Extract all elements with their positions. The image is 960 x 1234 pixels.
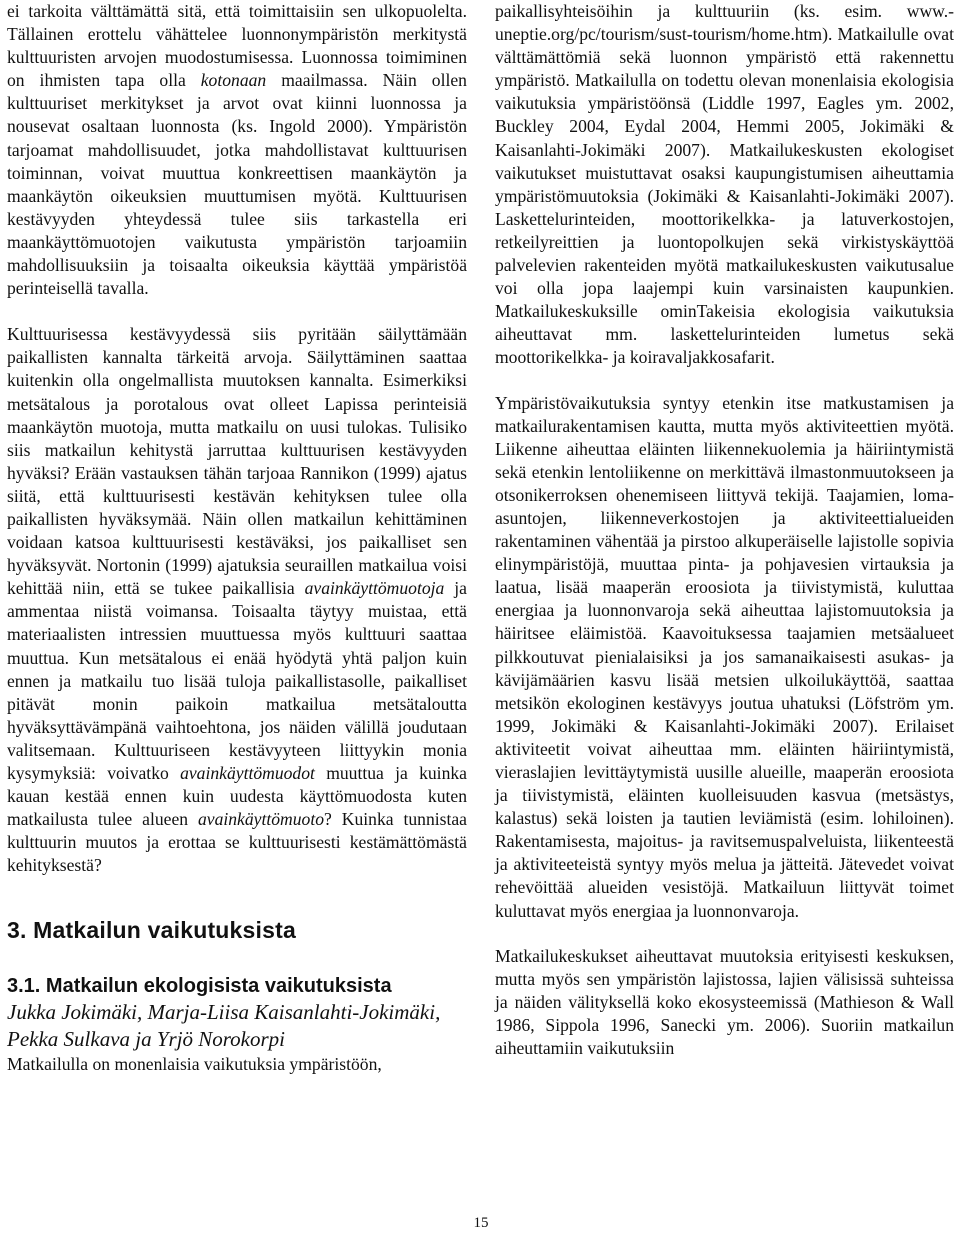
page-number: 15 [473, 1215, 489, 1231]
authors-line: Jukka Jokimäki, Marja-Liisa Kaisanlahti-Jokimäki, Pekka Sulkava ja Yrjö Norokorpi [7, 1000, 441, 1052]
emphasized-term: kotonaan [200, 70, 267, 91]
emphasized-term: avainkäyttömuoto [197, 809, 325, 830]
left-column [7, 0, 467, 1077]
right-column [495, 0, 954, 1060]
section-heading: 3. Matkailun vaikutuksista [7, 917, 296, 944]
emphasized-term: avainkäyttömuotoja [304, 578, 445, 599]
subsection-heading: 3.1. Matkailun ekologisista vaikutuksista [7, 975, 392, 998]
paragraph-cultural-sustainability-preservation: Kulttuurisessa kestävyydessä siis pyritään säilyttämään paikallisten kannalta tärkeitä arvoja. Säilyttäminen saattaa kuitenkin olla ongelmallista muutoksen kannalta. Esimerkiksi metsätalous ja porotalous ovat olleet Lapissa perinteisiä maankäytön muotoja, mutta matkailu on uusi tulokas. Tulisiko siis matkailun kehitystä jarruttaa kulttuurisen kestävyyden hyväksi? Erään vastauksen tähän tarjoaa Rannikon (1999) ajatus siitä, että kulttuurisesti kestävän kehityksen tulee olla paikallisten hyväksymää. Näin ollen matkailun kehittäminen voidaan katsoa kulttuurisesti kestäväksi, jos paikalliset sen hyväksyvät. Nortonin (1999) ajatuksia seuraillen matkailua voisi kehittää niin, että se tukee paikallisia avainkäyttömuotoja ja ammentaa niistä voimansa. Toisaalta täytyy muistaa, että materiaalisten intressien muuttuessa myös kulttuuri saattaa muuttua. Kun metsätalous ei enää hyödytä yhtä paljon kuin ennen ja matkailu tuo lisää tuloja paikallistasolle, paikalliset pitävät monin paikoin matkailua metsätaloutta hyväksyttävämpänä vaihtoehtona, jos näiden välillä joudutaan valitsemaan. Kulttuuriseen kestävyyteen liittyykin monia kysymyksiä: voivatko avainkäyttömuodot muuttua ja kuinka kauan kestää ennen kuin uudesta käyttömuodosta kuten matkailusta tulee alueen avainkäyttömuoto? Kuinka tunnistaa kulttuurin muutos ja erottaa se kulttuurisesti kestämättömästä kehityksestä? [7, 324, 467, 876]
paragraph-ecological-effects-continued: paikallisyhteisöihin ja kulttuuriin (ks. esim. www.-uneptie.org/pc/tourism/sust-tourism/home.htm). Matkailulle ovat välttämättömiä sekä luonnon ympäristö että rakennettu ympäristö. Matkailulla on todettu olevan monenlaisia ekologisia vaikutuksia ympäristöönsä (Liddle 1997, Eagles ym. 2002, Buckley 2004, Eydal 2004, Hemmi 2005, Jokimäki & Kaisanlahti-Jokimäki 2007). Matkailukeskusten ekologiset vaikutukset muistuttavat osaksi kaupungistumisen aiheuttamia ympäristömuutoksia (Jokimäki & Kaisanlahti-Jokimäki 2007). Laskettelurinteiden, moottorikelkka- ja latuverkostojen, retkeilyreittien ja luontopolkujen sekä virkistyskäyttöä palvelevien rakenteiden myötä matkailukeskusten vaikutusalue voi olla jopa laajempi kuin varsinaisten kaupunkien. Matkailukeskuksille ominTakeisia ekologisia vaikutuksia aiheuttavat mm. laskettelurinteiden lumetus sekä moottorikelkka- ja koiravaljakkosafarit. [495, 1, 954, 368]
paragraph-ecological-effects-start: Matkailulla on monenlaisia vaikutuksia ympäristöön, [7, 1054, 382, 1075]
emphasized-term: avainkäyttömuodot [180, 763, 315, 783]
paragraph-tourism-centre-effects: Matkailukeskukset aiheuttavat muutoksia erityisesti keskuksen, mutta myös sen ympäristön lajistossa, lajien välisissä suhteissa ja näiden välityksellä koko ekosysteemissä (Mathieson & Wall 1986, Sippola 1996, Sanecki ym. 2006). Suoriin matkailun aiheuttamiin vaikutuksiin [495, 945, 954, 1059]
paragraph-environmental-impacts: Ympäristövaikutuksia syntyy etenkin itse matkustamisen ja matkailurakentamisen kautta, mutta myös aktiviteettien myötä. Liikenne aiheuttaa eläinten liikennekuolemia ja häiriintymistä sekä etenkin lentoliikenne on merkittävä ilmastonmuutokseen ja otsonikerroksen ohenemiseen liittyvä tekijä. Taajamien, loma-asuntojen, liikenneverkostojen ja aktiviteettialueiden rakentaminen vähentää ja pirstoo alkuperäiselle lajistolle sopivia elinympäristöjä, muuttaa pinta- ja pohjavesien virtauksia ja laatua, lisää maaperän eroosiota ja tiivistymistä, kuluttaa energiaa ja luonnonvaroja sekä aiheuttaa lajistomuutoksia ja häiritsee eläimistöä. Kaavoituksessa taajamien metsäalueet pilkkoutuvat pienialaisiksi ja jos samanaikaisesti asukas- ja kävijämäärien kasvu lisää metsien ulkoilukäyttöä, saattaa metsikön ekologinen kestävyys joutua uhatuksi (Löfström ym. 1999, Jokimäki & Kaisanlahti-Jokimäki 2007). Erilaiset aktiviteetit voivat aiheuttaa mm. eläinten häiriintymistä, vieraslajien levittäytymistä uusille alueille, maaperän eroosiota ja tiivistymistä, eläinten kuolleisuuden kasvua (metsästys, kalastus) sekä loisten ja tautien leviämistä (esim. lohiloinen). Rakentamisesta, majoitus- ja ravitsemuspalveluista, liikenteestä ja aktiviteeteistä syntyy myös melua ja jätteitä. Jätevedet voivat rehevöittää alueiden vesistöjä. Matkailuun liittyvät toimet kuluttavat myös energiaa ja luonnonvaroja. [495, 392, 954, 921]
paragraph-cultural-sustainability-intro: ei tarkoita välttämättä sitä, että toimittaisiin sen ulkopuolelta. Tällainen erottelu vähättelee luonnonympäristön merkitystä kulttuuristen arvojen muodostumisessa. Luonnossa toimiminen on ihmisten tapa olla kotonaan maailmassa. Näin ollen kulttuuriset merkitykset ja arvot ovat kiinni luonnossa ja nousevat osaltaan luonnosta (ks. Ingold 2000). Ympäristön tarjoamat mahdollisuudet, jotka mahdollistavat kulttuurisen toiminnan, voivat muuttua konkreettisen maankäytön ja maankäytön oikeuksien muuttumisen myötä. Kulttuurisen kestävyyden yhteydessä tulee siis tarkastella eri maankäyttömuotojen vaikutusta ympäristön tarjoamiin mahdollisuuksiin ja toisaalta oikeuksia käyttää ympäristöä perinteisellä tavalla. [7, 1, 467, 299]
